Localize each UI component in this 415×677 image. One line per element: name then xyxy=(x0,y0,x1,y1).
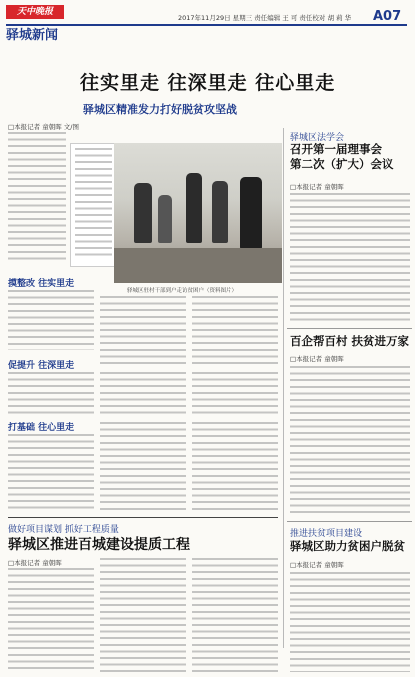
section-rule xyxy=(287,521,412,522)
page-number: A07 xyxy=(373,9,402,24)
story-kicker: 推进扶贫项目建设 xyxy=(290,529,363,539)
header-rule xyxy=(6,24,407,26)
news-photo xyxy=(114,143,282,283)
column-divider xyxy=(283,128,284,648)
poem-box xyxy=(70,143,117,267)
story-byline: □本报记者 童朝晖 xyxy=(290,183,344,191)
story-title: 驿城区推进百城建设提质工程 xyxy=(8,537,190,553)
body-text-block xyxy=(100,422,186,512)
story-kicker: 做好项目谋划 抓好工程质量 xyxy=(8,525,119,535)
body-text-block xyxy=(192,422,278,512)
section-rule xyxy=(8,517,278,518)
body-text-block xyxy=(192,372,278,418)
story-byline: □本报记者 童朝晖 xyxy=(290,561,344,569)
dateline: 2017年11月29日 星期三 责任编辑 王 可 责任校对 胡 莉 华 xyxy=(178,14,352,22)
body-text-block xyxy=(290,366,410,516)
main-subheadline: 驿城区精准发力打好脱贫攻坚战 xyxy=(83,103,237,116)
section-rule xyxy=(287,328,412,329)
story-title: 百企帮百村 扶贫进万家 xyxy=(290,334,410,348)
subsection-title: 摸整改 往实里走 xyxy=(8,279,75,289)
main-byline: □本报记者 童朝晖 文/图 xyxy=(8,123,79,131)
body-text-block xyxy=(192,296,278,368)
body-text-block xyxy=(192,558,278,672)
newspaper-logo: 天中晚报 xyxy=(6,5,64,19)
body-text-block xyxy=(8,132,66,262)
photo-caption: 驿城区驻村干部到户走访贫困户（资料图片） xyxy=(127,288,238,294)
body-text-block xyxy=(100,558,186,672)
story-title: 第二次（扩大）会议 xyxy=(290,157,394,171)
body-text-block xyxy=(8,290,94,350)
story-byline: □本报记者 童朝晖 xyxy=(8,559,62,567)
story-byline: □本报记者 童朝晖 xyxy=(290,355,344,363)
story-kicker: 驿城区法学会 xyxy=(290,133,345,143)
body-text-block xyxy=(8,372,94,418)
section-name: 驿城新闻 xyxy=(6,28,59,43)
subsection-title: 促提升 往深里走 xyxy=(8,361,75,371)
body-text-block xyxy=(8,434,94,512)
story-title: 驿城区助力贫困户脱贫 xyxy=(290,539,405,553)
main-headline: 往实里走 往深里走 往心里走 xyxy=(80,72,336,94)
body-text-block xyxy=(290,193,410,323)
body-text-block xyxy=(8,568,94,672)
story-title: 召开第一届理事会 xyxy=(290,142,382,156)
body-text-block xyxy=(100,372,186,418)
subsection-title: 打基础 往心里走 xyxy=(8,423,75,433)
body-text-block xyxy=(100,296,186,368)
body-text-block xyxy=(290,572,410,672)
